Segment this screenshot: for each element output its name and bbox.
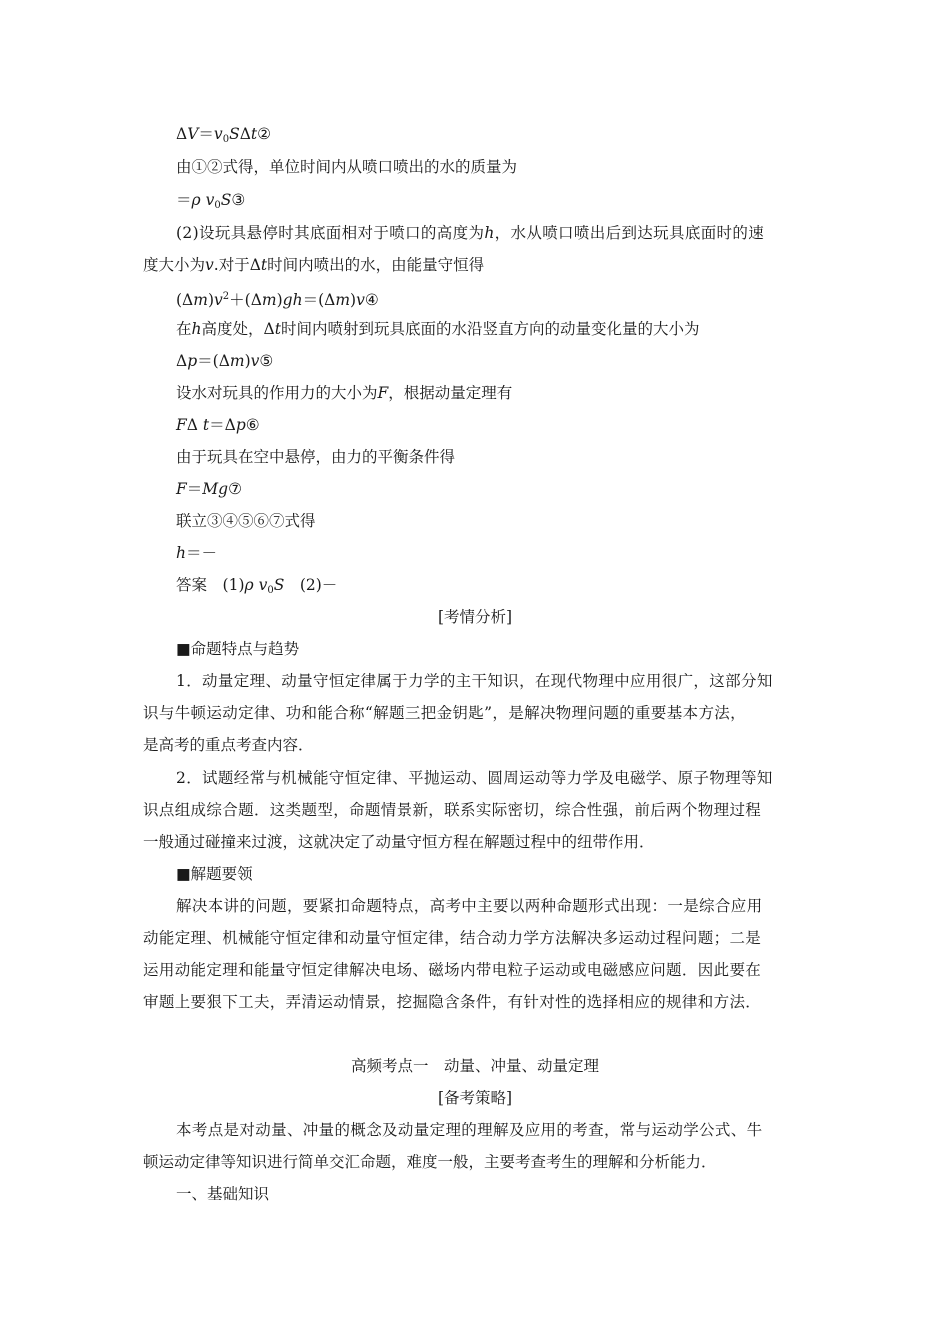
equation-3: ＝ρ $v_0S③$ xyxy=(176,191,246,211)
para1-line3: 是高考的重点考查内容． xyxy=(143,736,314,754)
text-momentum-change: 在h高度处，Δt时间内喷射到玩具底面的水沿竖直方向的动量变化量的大小为 xyxy=(176,320,700,338)
para1-line2: 识与牛顿运动定律、功和能合称“解题三把金钥匙”，是解决物理问题的重要基本方法， xyxy=(143,704,747,722)
part2-line1: (2)设玩具悬停时其底面相对于喷口的高度为h，水从喷口喷出后到达玩具底面时的速 xyxy=(176,224,765,242)
text-balance: 由于玩具在空中悬停，由力的平衡条件得 xyxy=(176,448,456,466)
topic-subtitle: [备考策略] xyxy=(437,1089,513,1107)
analysis-heading: [考情分析] xyxy=(437,608,513,626)
equation-h: h＝－ xyxy=(176,544,217,562)
equation-2: $\Delta V=v_0S\Delta t②$ xyxy=(176,125,272,145)
text-force: 设水对玩具的作用力的大小为F，根据动量定理有 xyxy=(176,384,513,402)
equation-6: FΔ t＝Δp⑥ xyxy=(176,416,260,434)
topic-para-line2: 顿运动定律等知识进行简单交汇命题，难度一般，主要考查考生的理解和分析能力． xyxy=(143,1153,717,1171)
topic-para-line1: 本考点是对动量、冲量的概念及动量定理的理解及应用的考查，常与运动学公式、牛 xyxy=(176,1121,763,1139)
para1-line1: 1．动量定理、动量守恒定律属于力学的主干知识，在现代物理中应用很广，这部分知 xyxy=(176,672,773,690)
para2-line1: 2．试题经常与机械能守恒定律、平抛运动、圆周运动等力学及电磁学、原子物理等知 xyxy=(176,769,773,787)
para3-line3: 运用动能定理和能量守恒定律解决电场、磁场内带电粒子运动或电磁感应问题．因此要在 xyxy=(143,961,762,979)
text-mass-per-time: 由①②式得，单位时间内从喷口喷出的水的质量为 xyxy=(176,158,518,176)
para2-line3: 一般通过碰撞来过渡，这就决定了动量守恒方程在解题过程中的纽带作用． xyxy=(143,833,655,851)
answer-line: 答案 (1)ρ $v_0S$ (2)－ xyxy=(176,576,338,596)
equation-7: F＝Mg⑦ xyxy=(176,480,242,498)
subhead-features: ■命题特点与趋势 xyxy=(176,640,300,658)
equation-4: $(\Delta m)v^2+(\Delta m)gh=(\Delta m)v④$ xyxy=(176,291,379,309)
para3-line4: 审题上要狠下工夫，弄清运动情景，挖掘隐含条件，有针对性的选择相应的规律和方法． xyxy=(143,993,762,1011)
para2-line2: 识点组成综合题．这类题型，命题情景新，联系实际密切，综合性强，前后两个物理过程 xyxy=(143,801,762,819)
subhead-key-points: ■解题要领 xyxy=(176,865,253,883)
part2-line2: 度大小为v.对于Δt时间内喷出的水，由能量守恒得 xyxy=(143,256,485,274)
section-basics: 一、基础知识 xyxy=(176,1185,270,1203)
text-combine: 联立③④⑤⑥⑦式得 xyxy=(176,512,316,530)
equation-5: Δp＝(Δm)v⑤ xyxy=(176,352,274,370)
para3-line2: 动能定理、机械能守恒定律和动量守恒定律，结合动力学方法解决多运动过程问题；二是 xyxy=(143,929,762,947)
para3-line1: 解决本讲的问题，要紧扣命题特点，高考中主要以两种命题形式出现：一是综合应用 xyxy=(176,897,763,915)
topic-title: 高频考点一 动量、冲量、动量定理 xyxy=(350,1057,599,1075)
